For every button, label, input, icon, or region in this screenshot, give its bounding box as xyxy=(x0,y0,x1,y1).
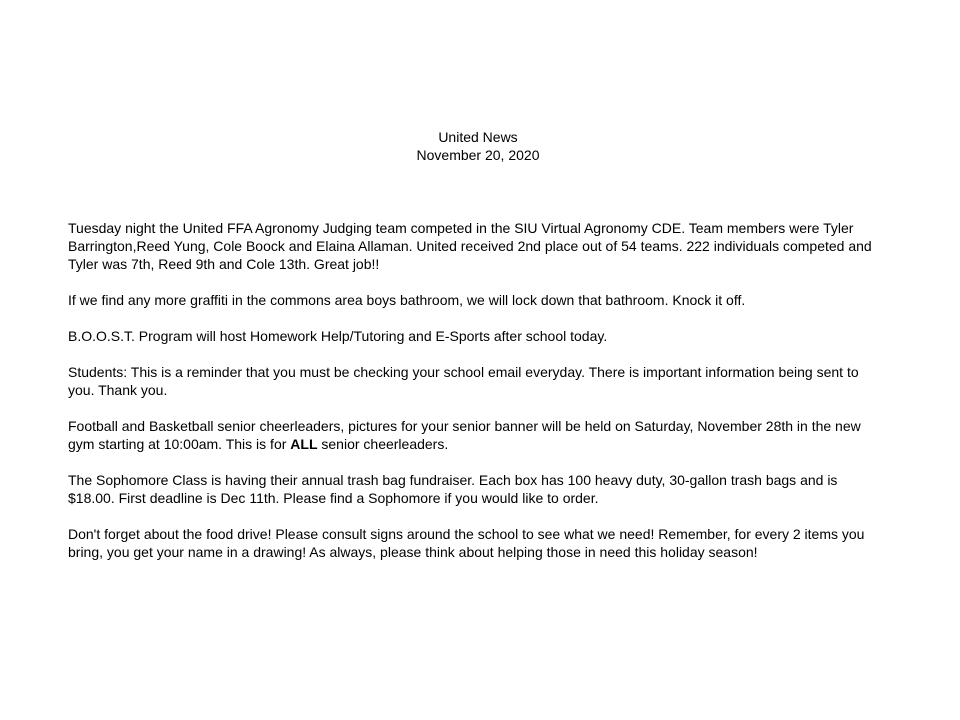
announcement-fundraiser: The Sophomore Class is having their annual trash bag fundraiser. Each box has 100 heavy duty, 30-gallon trash bags and is $18.00. First deadline is Dec 11th. Please find a Sophomore if you would like to order. xyxy=(68,472,838,506)
announcement-boost: B.O.O.S.T. Program will host Homework Help/Tutoring and E-Sports after school today. xyxy=(68,328,608,344)
announcements-body xyxy=(68,219,888,579)
cheer-text-bold: ALL xyxy=(290,436,318,452)
document-title: United News xyxy=(438,129,518,145)
cheer-text-before: Football and Basketball senior cheerleaders, pictures for your senior banner will be held on Saturday, November 28th in the new gym starting at 10:00am. This is for xyxy=(68,418,861,452)
announcement-food-drive: Don't forget about the food drive! Please consult signs around the school to see what we need! Remember, for every 2 items you bring, you get your name in a drawing! As always, please think about helping those in need this holiday season! xyxy=(68,526,865,560)
announcement-email: Students: This is a reminder that you must be checking your school email everyday. There is important information being sent to you. Thank you. xyxy=(68,364,859,398)
announcement-cheerleaders xyxy=(68,417,888,453)
document-date: November 20, 2020 xyxy=(416,147,540,163)
cheer-text-after: senior cheerleaders. xyxy=(317,436,449,452)
announcement-ffa: Tuesday night the United FFA Agronomy Judging team competed in the SIU Virtual Agronomy CDE. Team members were Tyler Barrington,Reed Yung, Cole Boock and Elaina Allaman. United received 2nd place out of 54 teams. 222 individuals competed and Tyler was 7th, Reed 9th and Cole 13th. Great job!! xyxy=(68,220,872,272)
announcement-graffiti: If we find any more graffiti in the commons area boys bathroom, we will lock down that bathroom. Knock it off. xyxy=(68,292,746,308)
document-header xyxy=(0,128,956,164)
